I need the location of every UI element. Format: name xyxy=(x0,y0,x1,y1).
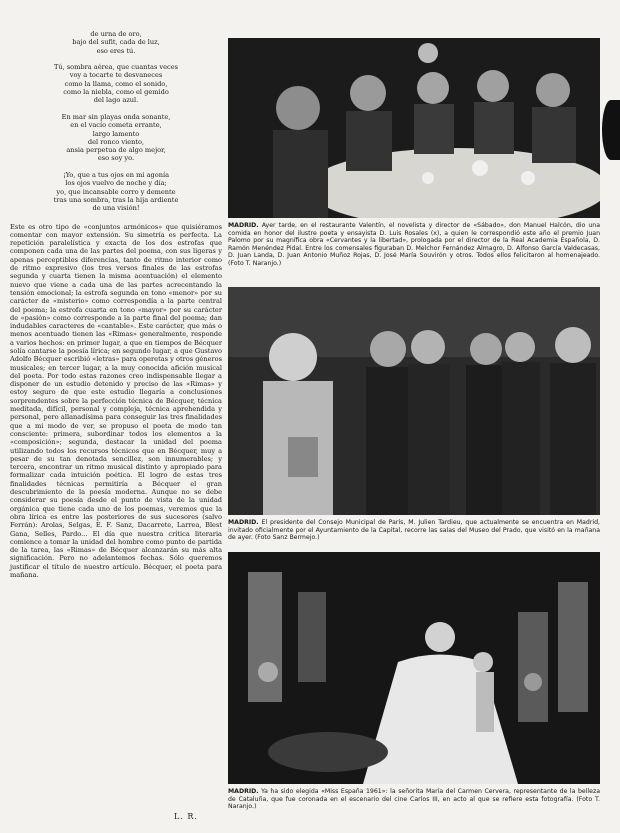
poem-line: tras una sombra, tras la hija ardiente xyxy=(53,195,179,204)
poem-line: ansia perpetua de algo mejor, xyxy=(66,146,166,155)
poem-line xyxy=(10,105,222,113)
left-text-column xyxy=(10,30,222,579)
poem-line: de urna de oro, xyxy=(90,30,142,38)
author-signature: L. R. xyxy=(174,812,198,821)
poem-line: bajo del sufit, cada de luz, xyxy=(72,38,160,47)
poem-line: eso eres tú. xyxy=(96,46,136,55)
poem-line: como la niebla, como el gemido xyxy=(63,88,169,97)
poem xyxy=(10,30,222,213)
poem-line: yo, que incansable corro y demente xyxy=(56,187,176,196)
poem-line xyxy=(10,55,222,63)
poem-line: voy a tocarte te desvaneces xyxy=(69,71,163,80)
poem-line: en el vacío cometa errante, xyxy=(70,121,162,130)
poem-line: como la llama, como el sonido, xyxy=(64,79,168,88)
photo-miss-espana xyxy=(228,552,600,784)
poem-line: En mar sin playas onda sonante, xyxy=(61,112,171,121)
caption-restaurant-dinner: MADRID. Ayer tarde, en el restaurante Valentín, el novelista y director de «Sábado», don Manuel Halcón, dio una comida en honor del ilustre poeta y ensayista D. Luis Rosales (x), a quien le correspondió este año el premio Juan Palomo por su magnífica obra «Cervantes y la libertad», prologada por el director de la Real Academia Española, D. Ramón Menéndez Pidal. Entre los comensales figuraban D. Melchor Fernández Almagro, D. Alfonso García Valdecasas, D. Juan Landa, D. Juan Antonio Muñoz Rojas, D. José María Souvirón y otros. Todos ellos felicitaron al homenajeado. (Foto T. Naranjo.) xyxy=(228,222,601,267)
caption-miss-espana: MADRID. Ya ha sido elegida «Miss España 1961»: la señorita María del Carmen Cervera, representante de la belleza de Cataluña, que fue coronada en el escenario del cine Carlos III, en acto al que se refiere esta fotografía. (Foto T. Naranjo.) xyxy=(228,788,600,811)
page-edge-mark xyxy=(602,100,620,160)
photo-restaurant-dinner xyxy=(228,38,600,218)
poem-line: del ronco viento, xyxy=(87,137,145,146)
poem-line: del lago azul. xyxy=(93,96,139,105)
caption-prado-visit: MADRID. El presidente del Consejo Municipal de París, M. Julien Tardieu, que actualmente se encuentra en Madrid, invitado oficialmente por el Ayuntamiento de la Capital, recorre las salas del Museo del Prado, que visitó en la mañana de ayer. (Foto Sanz Bermejo.) xyxy=(228,519,601,542)
essay-body: Este es otro tipo de «conjuntos armónicos» que quisiéramos comentar con mayor extensión. Su simetría es perfecta. La repetición paralelística y exacta de los dos estrofas que componen cada una de las partes del poema, con sus ligeras y apenas perceptibles diferencias, tanto de ritmo interior como de ritmo expresivo (los tres versos finales de las estrofas segunda y cuarta tienen la misma acentuación) el elemento nuevo que viene a cada una de las partes acrecentando la tensión emocional; la estrofa segunda en tono «menor» por su carácter de «misterio» como correspondía a la parte central del poema; la estrofa cuarta en tono «mayor» por su carácter de «pasión» como corresponde a la parte final del poema; dan indudables caracteres de «cantable». Este carácter, que más o menos acentuado tienen las «Rimas» generalmente, responde a varios hechos: en primer lugar, a que en tiempos de Bécquer solía cantarse la poesía lírica; en segundo lugar, a que Gustavo Adolfo Bécquer escribió «letras» para operetas y otros géneros musicales; en tercer lugar, a la muy conocida afición musical del poeta. Por todo estas razones creo indispensable llegar a disponer de un estudio detenido y preciso de las «Rimas» y estoy seguro de que este estudio llegaría a conclusiones sorprendentes sobre la perfección técnica de Bécquer, técnica meditada, difícil, personal y compleja, técnica aprehendida y personal, pero allanadísima para conseguir las tres finalidades que a mi modo de ver, se propuso el poeta de modo tan consciente: primera, subordinar todos los elementos a la «composición»; segunda, destacar la unidad del poema utilizando todos los recursos técnicos que en Bécquer, muy a pesar de su tan denotada sencillez, son innumerables; y tercera, encontrar un ritmo musical distinto y apropiado para formalizar cada intuición poética. El logro de estas tres finalidades técnicas permitiría a Bécquer el gran descubrimiento de la poesía moderna. Aunque no se debe considerar su poesía desde el punto de vista de la unidad orgánica que tiene cada uno de los poemas, veremos que la obra lírica es entre las posteriores de sus sucesores (salvo Ferrán): Arolas, Selgas, E. F. Sanz, Dacarrete, Larrea, Blest Gana, Selles, Pardo... El día que nuestra crítica literaria comience a tomar la unidad del hombre como punto de partida de la tarea, las «Rimas» de Bécquer alcanzarán su más alta significación. Pero no adelantemos fechas. Sólo queremos justificar el título de nuestro artículo. Bécquer, el poeta para mañana. xyxy=(10,222,222,579)
poem-line xyxy=(10,163,222,171)
poem-line: Tú, sombra aérea, que cuantas veces xyxy=(53,63,179,72)
photo-prado-visit xyxy=(228,287,600,515)
poem-line: eso soy yo. xyxy=(97,154,135,163)
poem-line: los ojos vuelvo de noche y día; xyxy=(65,179,167,188)
poem-line: largo lamento xyxy=(92,129,140,138)
poem-line: de una visión! xyxy=(92,204,140,213)
poem-line: ¡Yo, que a tus ojos en mi agonía xyxy=(62,171,170,180)
